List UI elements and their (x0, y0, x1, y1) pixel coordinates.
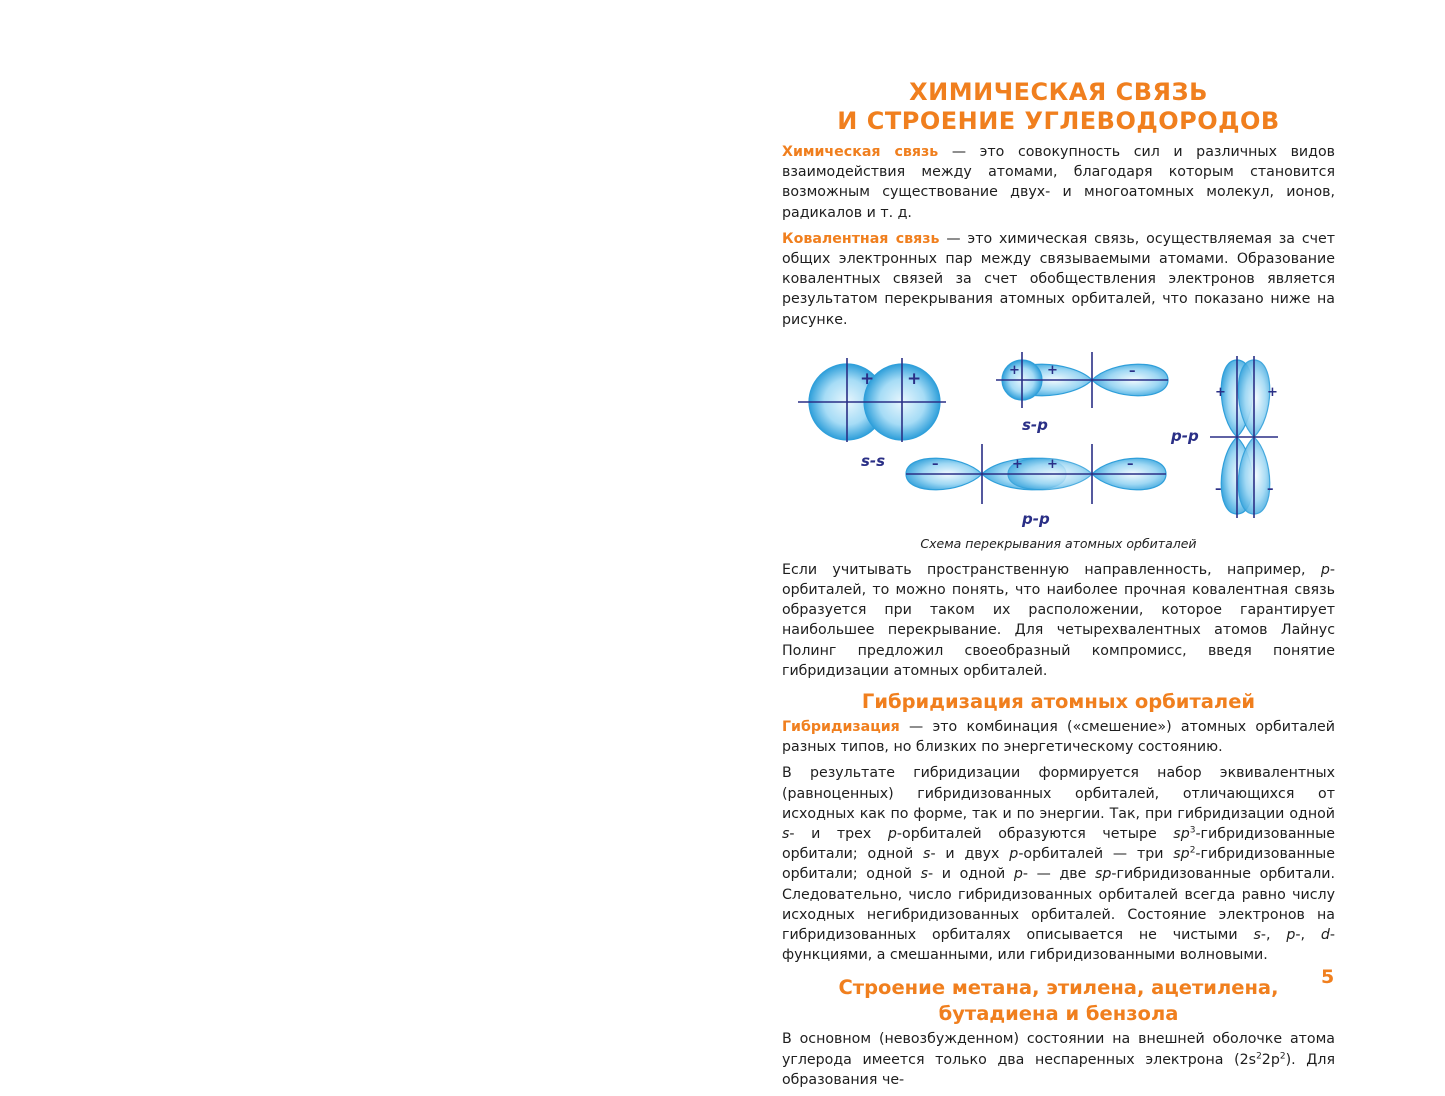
hybridization-definition (782, 717, 1335, 757)
page-title (782, 78, 1335, 136)
pp-axial-label: p-p (1022, 509, 1050, 528)
pp-axial-plus-1: + (1012, 456, 1023, 472)
hybrid-orbitals-paragraph (782, 763, 1335, 965)
pauling-p-letter: p (1320, 561, 1330, 578)
pp-axial-plus-2: + (1047, 456, 1058, 472)
term-covalent-bond: Ковалентная связь (782, 230, 940, 247)
ss-plus-1: + (860, 368, 875, 389)
orbital-overlap-figure (782, 338, 1335, 538)
hp-c: -орбиталей образуются четыре (896, 826, 1174, 843)
covalent-bond-definition (782, 229, 1335, 330)
hp-sup2: 2 (1189, 845, 1196, 856)
p-p-side-overlap (1170, 356, 1278, 518)
pauling-text-2: -орбиталей, то можно понять, что наиболее прочная ковалентная связь образуется при таком их расположении, которое гарантирует наибольшее перекрывание. Для четырехвалентных атомов Лайнус Полинг предложил своеобразный компромисс, введя понятие гибридизации атомных орбиталей. (782, 561, 1335, 679)
sp-plus-2: + (1047, 362, 1058, 378)
title-line-2: И СТРОЕНИЕ УГЛЕВОДОРОДОВ (837, 107, 1280, 135)
right-page (782, 78, 1335, 1096)
gs-sup2: 2 (1279, 1050, 1286, 1061)
sp-plus-1: + (1009, 362, 1020, 378)
figure-caption: Схема перекрывания атомных орбиталей (920, 535, 1197, 551)
s-s-overlap (798, 358, 946, 470)
hp-sp2: sp (1173, 846, 1190, 863)
structure-heading-line-1: Строение метана, этилена, ацетилена, (838, 976, 1279, 1000)
hp-m: -функциями, а смешанными, или гибридизованными волновыми. (782, 927, 1335, 964)
hp-p2: p (1009, 846, 1019, 863)
pp-side-plus-2: + (1267, 384, 1278, 400)
hp-d: -гибридизованные орбитали; одной (782, 826, 1335, 863)
hp-sup3: 3 (1189, 825, 1196, 836)
hp-p4: p (1286, 927, 1296, 944)
pp-side-label: p-p (1171, 426, 1199, 445)
sp-minus: – (1129, 363, 1136, 379)
gs-b: 2p (1261, 1051, 1280, 1068)
hp-e: - и двух (930, 846, 1010, 863)
pp-side-minus-1: – (1215, 481, 1222, 497)
term-hybridization: Гибридизация (782, 719, 900, 736)
title-line-1: ХИМИЧЕСКАЯ СВЯЗЬ (909, 78, 1208, 106)
hybridization-heading: Гибридизация атомных орбиталей (861, 690, 1256, 714)
covalent-bond-text: — это химическая связь, осуществляемая за счет общих электронных пар между связываемыми атомами. Образование ковалентных связей за счет обобществления электронов является результатом перекрывания атомных орбиталей, что показано ниже на рисунке. (782, 230, 1335, 328)
hp-sp: sp (1094, 866, 1112, 883)
hp-sp3: sp (1173, 826, 1190, 843)
pp-side-plus-1: + (1215, 384, 1226, 400)
chemical-bond-definition (782, 142, 1335, 223)
hp-p3: p (1013, 866, 1023, 883)
term-chemical-bond: Химическая связь (782, 144, 939, 160)
structure-heading-line-2: бутадиена и бензола (938, 1002, 1179, 1026)
hp-f: -орбиталей — три (1018, 846, 1174, 863)
hp-g: -гибридизованные орбитали; одной (782, 846, 1335, 883)
ground-state-paragraph (782, 1029, 1335, 1090)
hp-d-letter: d (1320, 927, 1330, 944)
pauling-text-1: Если учитывать пространственную направленность, например, (782, 561, 1321, 578)
hybridization-text: — это комбинация («смешение») атомных орбиталей разных типов, но близких по энергетическому состоянию. (782, 719, 1335, 756)
hp-p1: p (887, 826, 897, 843)
hp-h: - и одной (928, 866, 1014, 883)
ss-label: s-s (861, 451, 886, 470)
hp-k: -, (1260, 927, 1287, 944)
s-p-overlap (996, 352, 1168, 434)
hp-s2: s (923, 846, 931, 863)
sp-label: s-p (1022, 415, 1048, 434)
hp-a: В результате гибридизации формируется набор эквивалентных (равноценных) гибридизованных орбиталей, отличающихся от исходных как по форме, так и по энергии. Так, при гибридизации одной (782, 765, 1335, 822)
hp-b: - и трех (789, 826, 888, 843)
orbital-overlap-diagram (782, 338, 1335, 538)
p-p-axial-overlap (906, 444, 1166, 528)
pauling-paragraph (782, 560, 1335, 681)
hp-s3: s (920, 866, 929, 883)
gs-c: ). Для образования че- (782, 1051, 1335, 1088)
hp-l: -, (1295, 927, 1321, 944)
pp-axial-minus-1: – (932, 456, 939, 472)
gs-sup1: 2 (1256, 1050, 1262, 1061)
gs-a: В основном (невозбужденном) состоянии на внешней оболочке атома углерода имеется только два неспаренных электрона (2s (782, 1031, 1335, 1068)
hp-s1: s (782, 826, 790, 843)
ss-plus-2: + (907, 368, 922, 389)
chemical-bond-text: — это совокупность сил и различных видов взаимодействия между атомами, благодаря которым становится возможным существование двух- и многоатомных молекул, ионов, радикалов и т. д. (782, 144, 1336, 221)
page-number: 5 (1321, 966, 1335, 988)
hp-j: -гибридизованные орбитали. Следовательно, число гибридизованных орбиталей всегда равно числу исходных негибридизованных орбиталей. Состояние электронов на гибридизованных орбиталях описывается не чистыми (782, 866, 1335, 944)
pp-axial-minus-2: – (1127, 456, 1134, 472)
left-blank-page (0, 0, 722, 1046)
structure-heading (782, 975, 1335, 1027)
hp-s4: s (1253, 927, 1261, 944)
hp-i: - — две (1022, 866, 1095, 883)
pp-side-minus-2: – (1267, 481, 1274, 497)
